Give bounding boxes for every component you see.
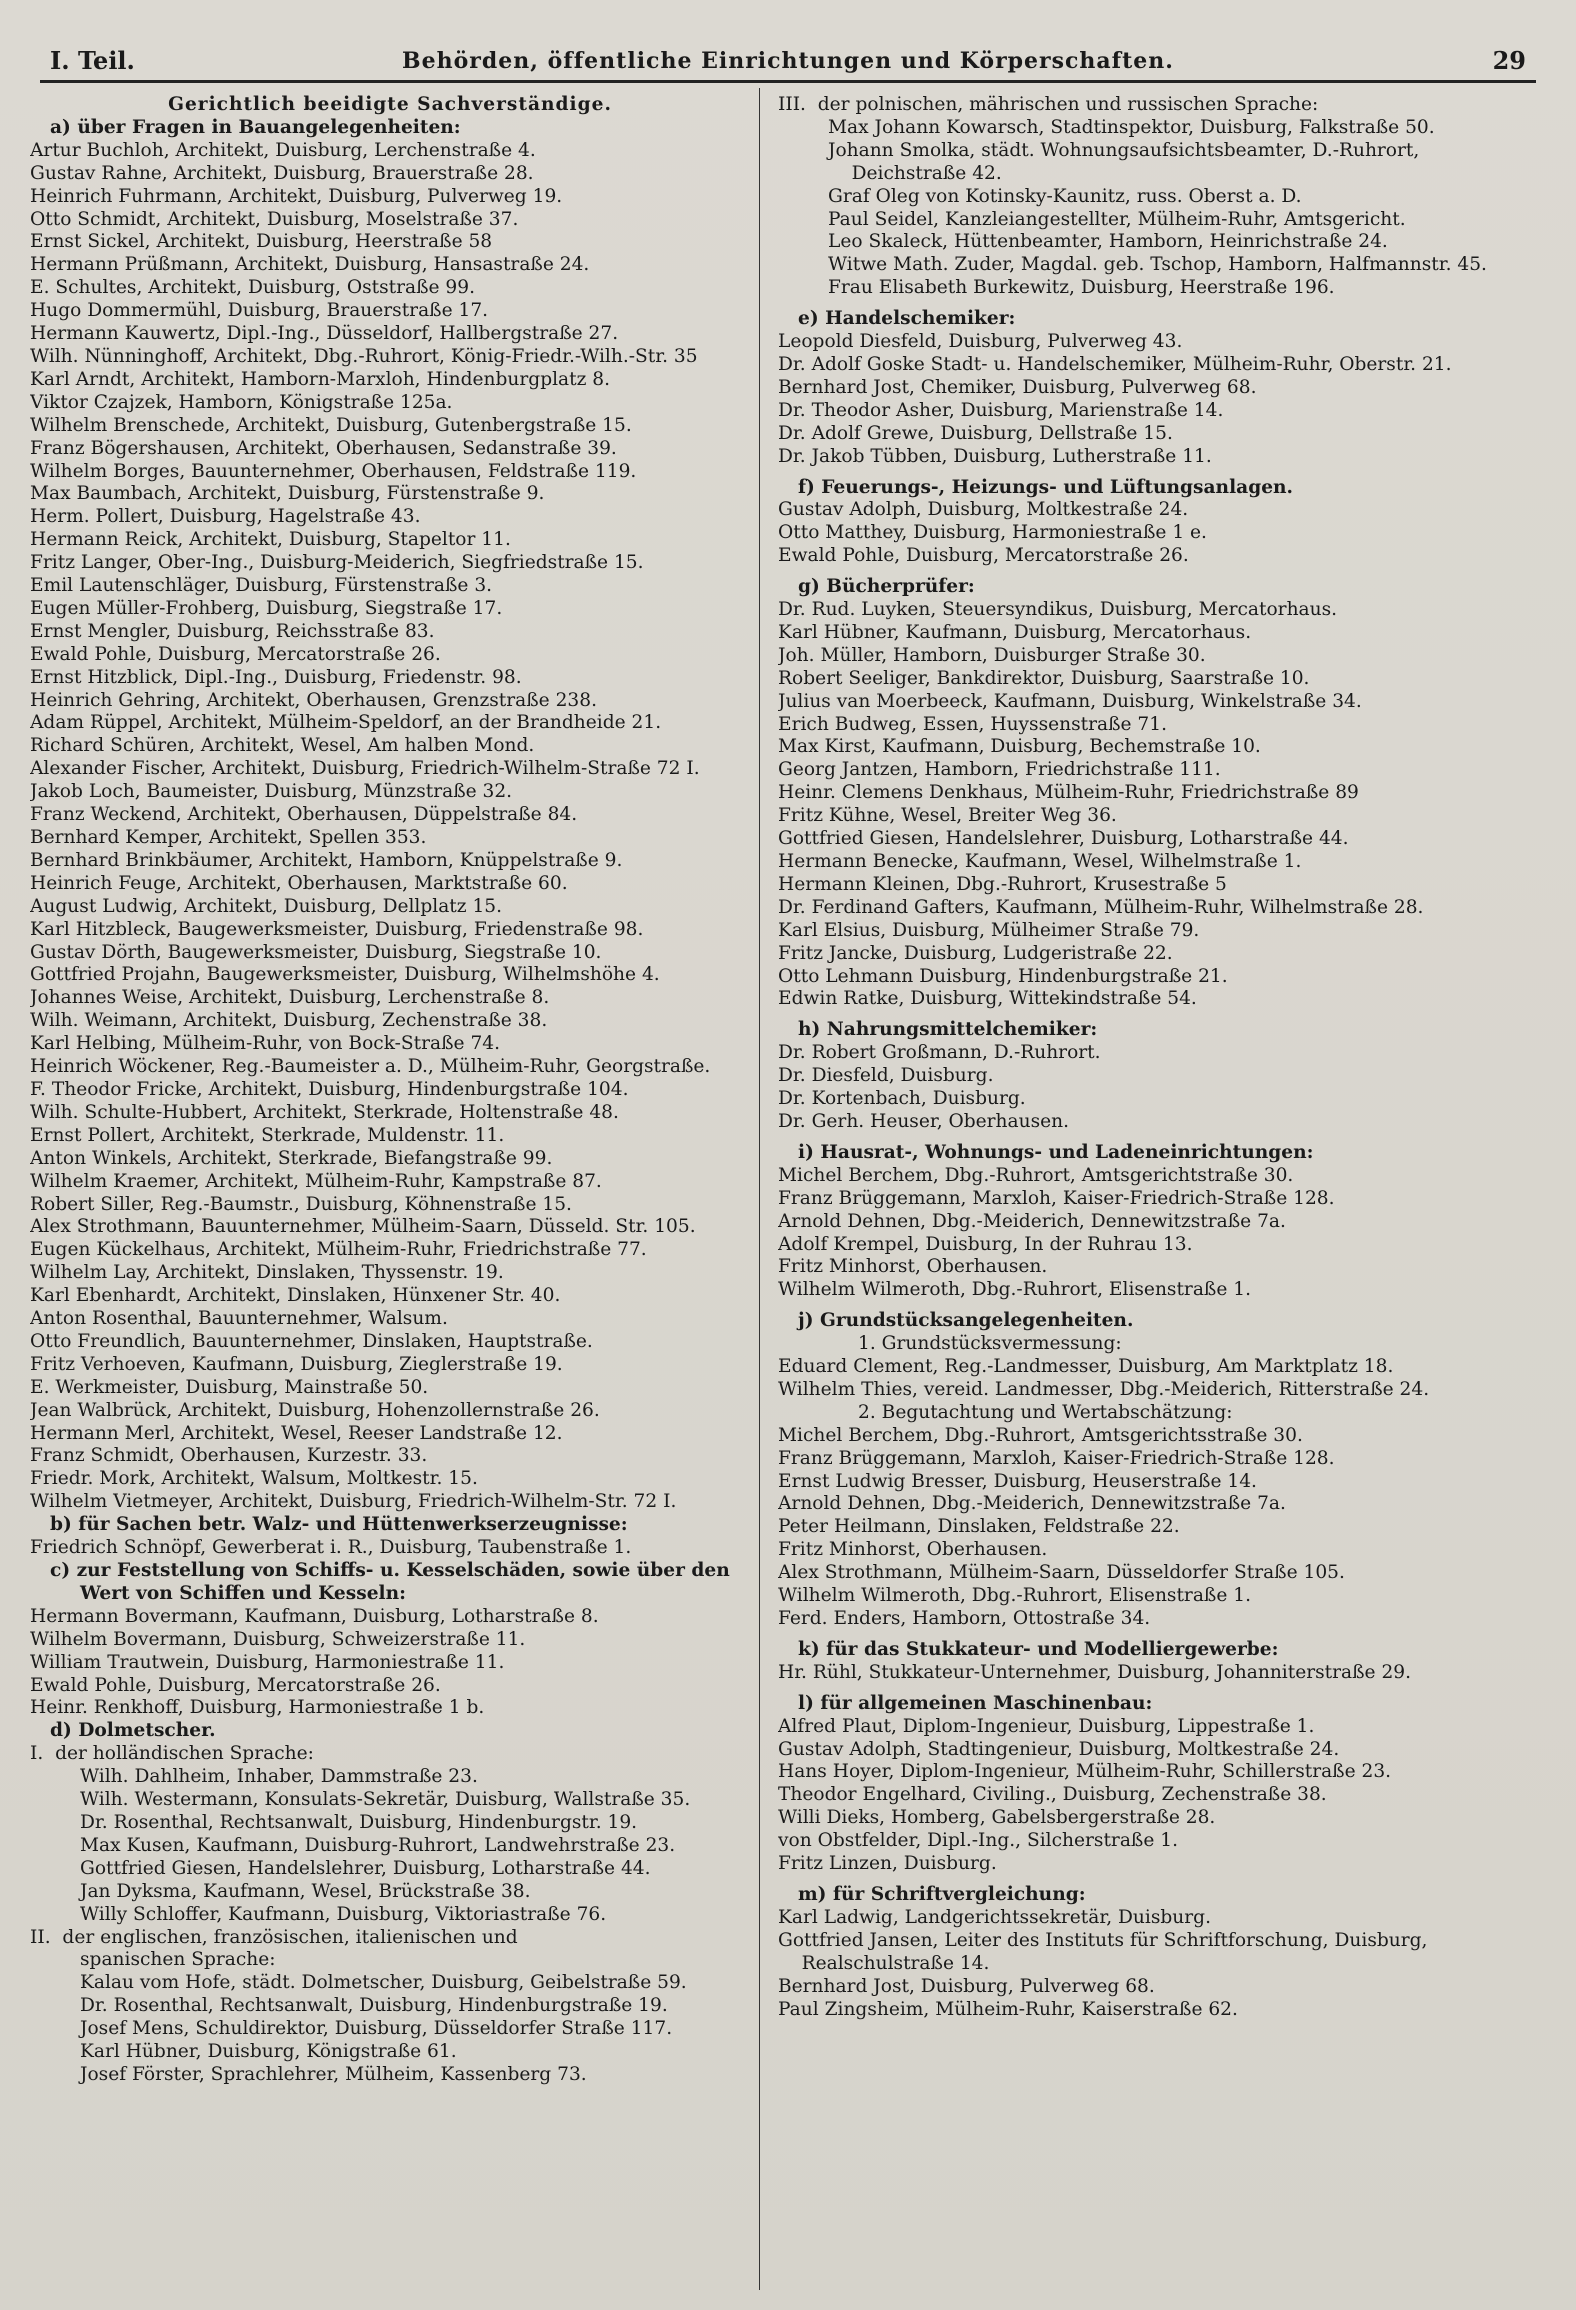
- section-heading: g) Bücherprüfer:: [798, 576, 975, 598]
- entry-line: Dr. Adolf Grewe, Duisburg, Dellstraße 15.: [778, 422, 1173, 444]
- main-title: Gerichtlich beeidigte Sachverständige.: [168, 94, 612, 115]
- entry-line: Gottfried Jansen, Leiter des Instituts für Schriftforschung, Duisburg,: [778, 1929, 1428, 1951]
- entry-line: Anton Winkels, Architekt, Sterkrade, Biefangstraße 99.: [30, 1147, 553, 1169]
- entry-line: Wilh. Nünninghoff, Architekt, Dbg.-Ruhrort, König-Friedr.-Wilh.-Str. 35: [30, 345, 698, 367]
- entry-line: Friedr. Mork, Architekt, Walsum, Moltkestr. 15.: [30, 1468, 478, 1490]
- entry-line: Deichstraße 42.: [828, 162, 1002, 184]
- entry-line: Hr. Rühl, Stukkateur-Unternehmer, Duisburg, Johanniterstraße 29.: [778, 1661, 1412, 1683]
- entry-line: Franz Schmidt, Oberhausen, Kurzestr. 33.: [30, 1445, 428, 1467]
- entry-line: August Ludwig, Architekt, Duisburg, Dellplatz 15.: [30, 895, 503, 917]
- entry-list: [30, 1606, 750, 1721]
- section-heading: c) zur Feststellung von Schiffs- u. Kesselschäden, sowie über den: [50, 1560, 730, 1581]
- section-heading: i) Hausrat-, Wohnungs- und Ladeneinrichtungen:: [798, 1141, 1314, 1163]
- entry-line: Heinr. Clemens Denkhaus, Mülheim-Ruhr, Friedrichstraße 89: [778, 782, 1359, 804]
- entry-line: Karl Helbing, Mülheim-Ruhr, von Bock-Straße 74.: [30, 1033, 501, 1055]
- entry-line: Heinrich Gehring, Architekt, Oberhausen, Grenzstraße 238.: [30, 689, 597, 711]
- entry-list: [778, 1716, 1548, 1876]
- entry-line: Otto Freundlich, Bauunternehmer, Dinslaken, Hauptstraße.: [30, 1330, 593, 1352]
- entry-line: E. Schultes, Architekt, Duisburg, Oststraße 99.: [30, 277, 475, 299]
- entry-line: Hermann Kleinen, Dbg.-Ruhrort, Krusestraße 5: [778, 873, 1227, 895]
- entry-line: Fritz Minhorst, Oberhausen.: [778, 1256, 1048, 1278]
- entry-line: Hermann Benecke, Kaufmann, Wesel, Wilhelmstraße 1.: [778, 851, 1302, 872]
- entry-line: Franz Weckend, Architekt, Oberhausen, Düppelstraße 84.: [30, 804, 578, 826]
- entry-line: Hermann Kauwertz, Dipl.-Ing., Düsseldorf, Hallbergstraße 27.: [30, 323, 619, 345]
- section-heading: d) Dolmetscher.: [50, 1720, 216, 1742]
- entry-line: Fritz Langer, Ober-Ing., Duisburg-Meiderich, Siegfriedstraße 15.: [30, 552, 644, 574]
- entry-line: Realschulstraße 14.: [778, 1952, 990, 1974]
- entry-line: Artur Buchloh, Architekt, Duisburg, Lerchenstraße 4.: [30, 139, 536, 161]
- entry-line: Dr. Gerh. Heuser, Oberhausen.: [778, 1110, 1070, 1132]
- section-heading: l) für allgemeinen Maschinenbau:: [798, 1692, 1153, 1714]
- entry-line: Wilh. Weimann, Architekt, Duisburg, Zechenstraße 38.: [30, 1010, 548, 1032]
- entry-line: Dr. Diesfeld, Duisburg.: [778, 1065, 994, 1087]
- header-title: Behörden, öffentliche Einrichtungen und Körperschaften.: [402, 48, 1174, 74]
- entry-line: Fritz Jancke, Duisburg, Ludgeristraße 22.: [778, 942, 1173, 964]
- entry-line: Jan Dyksma, Kaufmann, Wesel, Brückstraße 38.: [80, 1880, 531, 1902]
- entry-line: Bernhard Brinkbäumer, Architekt, Hamborn, Knüppelstraße 9.: [30, 849, 623, 871]
- entry-line: Peter Heilmann, Dinslaken, Feldstraße 22.: [778, 1516, 1180, 1538]
- entry-line: Heinr. Renkhoff, Duisburg, Harmoniestraße 1 b.: [30, 1697, 485, 1719]
- section-heading: m) für Schriftvergleichung:: [798, 1883, 1086, 1905]
- entry-line: Paul Zingsheim, Mülheim-Ruhr, Kaiserstraße 62.: [778, 1998, 1238, 2020]
- entry-line: Gottfried Projahn, Baugewerksmeister, Duisburg, Wilhelmshöhe 4.: [30, 964, 660, 986]
- entry-line: Ernst Hitzblick, Dipl.-Ing., Duisburg, Friedenstr. 98.: [30, 666, 522, 688]
- entry-line: Bernhard Kemper, Architekt, Spellen 353.: [30, 827, 427, 848]
- entry-line: E. Werkmeister, Duisburg, Mainstraße 50.: [30, 1376, 429, 1398]
- entry-line: F. Theodor Fricke, Architekt, Duisburg, Hindenburgstraße 104.: [30, 1078, 629, 1100]
- entry-line: Max Baumbach, Architekt, Duisburg, Fürstenstraße 9.: [30, 483, 545, 505]
- left-column: [30, 94, 750, 2290]
- section-heading: a) über Fragen in Bauangelegenheiten:: [50, 116, 461, 138]
- subsection-heading: spanischen Sprache:: [80, 1949, 276, 1971]
- section-heading: h) Nahrungsmittelchemiker:: [798, 1019, 1098, 1041]
- entry-line: Joh. Müller, Hamborn, Duisburger Straße 30.: [778, 644, 1206, 666]
- running-header: [40, 44, 1536, 83]
- entry-line: Emil Lautenschläger, Duisburg, Fürstenstraße 3.: [30, 575, 493, 597]
- section-heading: b) für Sachen betr. Walz- und Hüttenwerkserzeugnisse:: [50, 1514, 628, 1536]
- entry-line: Gottfried Giesen, Handelslehrer, Duisburg, Lotharstraße 44.: [778, 828, 1349, 850]
- entry-line: Otto Lehmann Duisburg, Hindenburgstraße 21.: [778, 965, 1228, 987]
- right-column: [778, 94, 1548, 2290]
- entry-line: Eduard Clement, Reg.-Landmesser, Duisburg, Am Marktplatz 18.: [778, 1356, 1394, 1378]
- entry-line: Arnold Dehnen, Dbg.-Meiderich, Dennewitzstraße 7a.: [778, 1210, 1286, 1232]
- entry-line: Theodor Engelhard, Civiling., Duisburg, Zechenstraße 38.: [778, 1784, 1327, 1806]
- entry-line: Josef Mens, Schuldirektor, Duisburg, Düsseldorfer Straße 117.: [80, 2018, 673, 2040]
- entry-line: Michel Berchem, Dbg.-Ruhrort, Amtsgerichtstraße 30.: [778, 1164, 1294, 1186]
- entry-line: Hermann Bovermann, Kaufmann, Duisburg, Lotharstraße 8.: [30, 1605, 599, 1627]
- entry-list: [30, 1537, 750, 1560]
- entry-list: [30, 140, 750, 1514]
- entry-line: Arnold Dehnen, Dbg.-Meiderich, Dennewitzstraße 7a.: [778, 1493, 1286, 1515]
- entry-line: Wilh. Dahlheim, Inhaber, Dammstraße 23.: [80, 1766, 478, 1788]
- entry-line: Ernst Mengler, Duisburg, Reichsstraße 83.: [30, 620, 435, 642]
- entry-line: Heinrich Fuhrmann, Architekt, Duisburg, Pulverweg 19.: [30, 185, 563, 207]
- entry-line: Graf Oleg von Kotinsky-Kaunitz, russ. Oberst a. D.: [828, 185, 1302, 207]
- entry-line: Hans Hoyer, Diplom-Ingenieur, Mülheim-Ruhr, Schillerstraße 23.: [778, 1761, 1392, 1783]
- entry-line: Dr. Ferdinand Gafters, Kaufmann, Mülheim-Ruhr, Wilhelmstraße 28.: [778, 896, 1424, 918]
- entry-line: Wilhelm Wilmeroth, Dbg.-Ruhrort, Elisenstraße 1.: [778, 1585, 1251, 1607]
- entry-line: Witwe Math. Zuder, Magdal. geb. Tschop, Hamborn, Halfmannstr. 45.: [828, 254, 1487, 276]
- section-heading: f) Feuerungs-, Heizungs- und Lüftungsanlagen.: [798, 476, 1294, 498]
- entry-line: Wilhelm Bovermann, Duisburg, Schweizerstraße 11.: [30, 1628, 526, 1650]
- entry-line: Ewald Pohle, Duisburg, Mercatorstraße 26.: [30, 643, 441, 665]
- entry-line: Karl Ebenhardt, Architekt, Dinslaken, Hünxener Str. 40.: [30, 1285, 561, 1307]
- section-heading: e) Handelschemiker:: [798, 308, 1016, 330]
- entry-line: Karl Elsius, Duisburg, Mülheimer Straße 79.: [778, 919, 1200, 941]
- entry-line: Otto Matthey, Duisburg, Harmoniestraße 1 e.: [778, 522, 1207, 544]
- entry-line: Gottfried Giesen, Handelslehrer, Duisburg, Lotharstraße 44.: [80, 1857, 651, 1879]
- entry-line: Michel Berchem, Dbg.-Ruhrort, Amtsgerichtsstraße 30.: [778, 1424, 1303, 1446]
- entry-line: Herm. Pollert, Duisburg, Hagelstraße 43.: [30, 506, 421, 528]
- entry-line: Wilhelm Vietmeyer, Architekt, Duisburg, Friedrich-Wilhelm-Str. 72 I.: [30, 1491, 677, 1513]
- entry-line: Eugen Müller-Frohberg, Duisburg, Siegstraße 17.: [30, 597, 503, 619]
- subsection-heading: III. der polnischen, mährischen und russischen Sprache:: [778, 94, 1319, 115]
- entry-line: Ernst Sickel, Architekt, Duisburg, Heerstraße 58: [30, 231, 493, 253]
- entry-line: Paul Seidel, Kanzleiangestellter, Mülheim-Ruhr, Amtsgericht.: [828, 208, 1406, 230]
- entry-list: [778, 1425, 1548, 1631]
- entry-line: Fritz Linzen, Duisburg.: [778, 1853, 997, 1875]
- entry-list: [778, 599, 1548, 1011]
- entry-list: [30, 1972, 750, 2087]
- entry-line: Wilhelm Lay, Architekt, Dinslaken, Thyssenstr. 19.: [30, 1262, 504, 1284]
- entry-line: Ernst Pollert, Architekt, Sterkrade, Muldenstr. 11.: [30, 1124, 505, 1146]
- entry-line: Karl Hübner, Duisburg, Königstraße 61.: [80, 2041, 457, 2063]
- entry-line: Robert Siller, Reg.-Baumstr., Duisburg, Köhnenstraße 15.: [30, 1193, 572, 1215]
- entry-line: Gustav Adolph, Stadtingenieur, Duisburg, Moltkestraße 24.: [778, 1738, 1340, 1760]
- subsection-heading: II. der englischen, französischen, italienischen und: [30, 1926, 518, 1948]
- entry-list: [778, 499, 1548, 568]
- entry-line: Wilh. Schulte-Hubbert, Architekt, Sterkrade, Holtenstraße 48.: [30, 1101, 619, 1123]
- entry-list: [778, 1356, 1548, 1402]
- entry-line: Hermann Merl, Architekt, Wesel, Reeser Landstraße 12.: [30, 1422, 563, 1444]
- entry-line: Franz Brüggemann, Marxloh, Kaiser-Friedrich-Straße 128.: [778, 1187, 1335, 1209]
- entry-line: Alexander Fischer, Architekt, Duisburg, Friedrich-Wilhelm-Straße 72 I.: [30, 758, 700, 780]
- entry-list: [778, 331, 1548, 468]
- entry-line: Ewald Pohle, Duisburg, Mercatorstraße 26.: [778, 545, 1189, 567]
- entry-line: Franz Brüggemann, Marxloh, Kaiser-Friedrich-Straße 128.: [778, 1447, 1335, 1469]
- entry-line: Ferd. Enders, Hamborn, Ottostraße 34.: [778, 1608, 1151, 1629]
- part-label: I. Teil.: [50, 46, 135, 75]
- entry-line: Leopold Diesfeld, Duisburg, Pulverweg 43.: [778, 331, 1183, 353]
- entry-line: Eugen Kückelhaus, Architekt, Mülheim-Ruhr, Friedrichstraße 77.: [30, 1239, 647, 1261]
- page-number: 29: [1492, 46, 1526, 75]
- entry-line: Alfred Plaut, Diplom-Ingenieur, Duisburg, Lippestraße 1.: [778, 1715, 1315, 1737]
- entry-line: William Trautwein, Duisburg, Harmoniestraße 11.: [30, 1651, 505, 1673]
- entry-line: Bernhard Jost, Chemiker, Duisburg, Pulverweg 68.: [778, 376, 1257, 398]
- subsection-heading: I. der holländischen Sprache:: [30, 1743, 314, 1765]
- entry-line: Gustav Rahne, Architekt, Duisburg, Brauerstraße 28.: [30, 162, 534, 184]
- entry-line: Wilhelm Kraemer, Architekt, Mülheim-Ruhr, Kampstraße 87.: [30, 1170, 602, 1192]
- entry-line: Franz Bögershausen, Architekt, Oberhausen, Sedanstraße 39.: [30, 437, 617, 459]
- entry-line: Adolf Krempel, Duisburg, In der Ruhrau 13.: [778, 1233, 1193, 1255]
- entry-line: von Obstfelder, Dipl.-Ing., Silcherstraße 1.: [778, 1830, 1178, 1852]
- entry-line: Karl Hübner, Kaufmann, Duisburg, Mercatorhaus.: [778, 621, 1252, 643]
- entry-line: Anton Rosenthal, Bauunternehmer, Walsum.: [30, 1308, 448, 1330]
- entry-line: Gustav Dörth, Baugewerksmeister, Duisburg, Siegstraße 10.: [30, 941, 602, 963]
- entry-line: Erich Budweg, Essen, Huyssenstraße 71.: [778, 713, 1167, 735]
- entry-line: Heinrich Feuge, Architekt, Oberhausen, Marktstraße 60.: [30, 872, 568, 894]
- entry-list: [778, 1662, 1548, 1685]
- entry-line: Dr. Robert Großmann, D.-Ruhrort.: [778, 1042, 1101, 1064]
- entry-line: Josef Förster, Sprachlehrer, Mülheim, Kassenberg 73.: [80, 2063, 587, 2085]
- entry-line: Dr. Rosenthal, Rechtsanwalt, Duisburg, Hindenburgstraße 19.: [80, 1995, 668, 2017]
- entry-line: Willi Dieks, Homberg, Gabelsbergerstraße 28.: [778, 1807, 1216, 1829]
- entry-line: Georg Jantzen, Hamborn, Friedrichstraße 111.: [778, 759, 1221, 781]
- entry-line: Fritz Minhorst, Oberhausen.: [778, 1539, 1048, 1561]
- entry-line: Adam Rüppel, Architekt, Mülheim-Speldorf, an der Brandheide 21.: [30, 712, 662, 734]
- entry-line: Dr. Kortenbach, Duisburg.: [778, 1088, 1026, 1110]
- entry-line: Hugo Dommermühl, Duisburg, Brauerstraße 17.: [30, 300, 489, 322]
- entry-list: [778, 1907, 1548, 2022]
- entry-line: Max Kirst, Kaufmann, Duisburg, Bechemstraße 10.: [778, 736, 1261, 758]
- entry-line: Ewald Pohle, Duisburg, Mercatorstraße 26.: [30, 1674, 441, 1696]
- entry-line: Alex Strothmann, Mülheim-Saarn, Düsseldorfer Straße 105.: [778, 1562, 1345, 1584]
- entry-line: Bernhard Jost, Duisburg, Pulverweg 68.: [778, 1975, 1155, 1997]
- entry-line: Dr. Rosenthal, Rechtsanwalt, Duisburg, Hindenburgstr. 19.: [80, 1811, 638, 1833]
- entry-line: Julius van Moerbeeck, Kaufmann, Duisburg, Winkelstraße 34.: [778, 690, 1362, 712]
- entry-line: Heinrich Wöckener, Reg.-Baumeister a. D., Mülheim-Ruhr, Georgstraße.: [30, 1056, 711, 1078]
- entry-line: Karl Hitzbleck, Baugewerksmeister, Duisburg, Friedenstraße 98.: [30, 918, 644, 940]
- entry-list: [778, 1165, 1548, 1302]
- entry-line: Wilhelm Borges, Bauunternehmer, Oberhausen, Feldstraße 119.: [30, 460, 637, 482]
- entry-line: Dr. Adolf Goske Stadt- u. Handelschemiker, Mülheim-Ruhr, Oberstr. 21.: [778, 353, 1452, 375]
- entry-line: Jakob Loch, Baumeister, Duisburg, Münzstraße 32.: [30, 781, 513, 803]
- entry-line: Johannes Weise, Architekt, Duisburg, Lerchenstraße 8.: [30, 987, 550, 1009]
- entry-list: [778, 117, 1548, 300]
- entry-line: Hermann Prüßmann, Architekt, Duisburg, Hansastraße 24.: [30, 254, 590, 276]
- entry-line: Wilh. Westermann, Konsulats-Sekretär, Duisburg, Wallstraße 35.: [80, 1789, 691, 1811]
- entry-line: Jean Walbrück, Architekt, Duisburg, Hohenzollernstraße 26.: [30, 1399, 600, 1421]
- entry-line: Leo Skaleck, Hüttenbeamter, Hamborn, Heinrichstraße 24.: [828, 231, 1388, 253]
- entry-line: Edwin Ratke, Duisburg, Wittekindstraße 54.: [778, 988, 1197, 1010]
- entry-line: Ernst Ludwig Bresser, Duisburg, Heuserstraße 14.: [778, 1470, 1257, 1492]
- entry-line: Karl Arndt, Architekt, Hamborn-Marxloh, Hindenburgplatz 8.: [30, 368, 611, 390]
- entry-line: Wilhelm Thies, vereid. Landmesser, Dbg.-Meiderich, Ritterstraße 24.: [778, 1378, 1430, 1400]
- column-divider: [759, 88, 760, 2290]
- entry-list: [30, 1766, 750, 1926]
- entry-line: Max Kusen, Kaufmann, Duisburg-Ruhrort, Landwehrstraße 23.: [80, 1834, 676, 1856]
- entry-line: Wilhelm Wilmeroth, Dbg.-Ruhrort, Elisenstraße 1.: [778, 1279, 1251, 1301]
- entry-line: Richard Schüren, Architekt, Wesel, Am halben Mond.: [30, 735, 535, 757]
- entry-line: Fritz Kühne, Wesel, Breiter Weg 36.: [778, 805, 1117, 827]
- entry-line: Friedrich Schnöpf, Gewerberat i. R., Duisburg, Taubenstraße 1.: [30, 1537, 632, 1559]
- entry-line: Gustav Adolph, Duisburg, Moltkestraße 24.: [778, 499, 1189, 521]
- section-heading: Wert von Schiffen und Kesseln:: [80, 1582, 406, 1604]
- entry-line: Dr. Jakob Tübben, Duisburg, Lutherstraße 11.: [778, 445, 1212, 467]
- subsection-heading: 1. Grundstücksvermessung:: [858, 1333, 1122, 1355]
- subsection-heading: 2. Begutachtung und Wertabschätzung:: [858, 1401, 1233, 1423]
- entry-line: Dr. Rud. Luyken, Steuersyndikus, Duisburg, Mercatorhaus.: [778, 599, 1338, 621]
- entry-line: Dr. Theodor Asher, Duisburg, Marienstraße 14.: [778, 399, 1224, 421]
- entry-line: Frau Elisabeth Burkewitz, Duisburg, Heerstraße 196.: [828, 277, 1335, 299]
- entry-line: Willy Schloffer, Kaufmann, Duisburg, Viktoriastraße 76.: [80, 1903, 607, 1925]
- entry-line: Alex Strothmann, Bauunternehmer, Mülheim-Saarn, Düsseld. Str. 105.: [30, 1216, 696, 1238]
- entry-line: Robert Seeliger, Bankdirektor, Duisburg, Saarstraße 10.: [778, 667, 1310, 689]
- entry-line: Fritz Verhoeven, Kaufmann, Duisburg, Zieglerstraße 19.: [30, 1353, 563, 1375]
- entry-line: Max Johann Kowarsch, Stadtinspektor, Duisburg, Falkstraße 50.: [828, 116, 1435, 138]
- section-heading: j) Grundstücksangelegenheiten.: [798, 1310, 1134, 1332]
- entry-line: Wilhelm Brenschede, Architekt, Duisburg, Gutenbergstraße 15.: [30, 414, 632, 436]
- entry-line: Otto Schmidt, Architekt, Duisburg, Moselstraße 37.: [30, 208, 519, 230]
- entry-line: Hermann Reick, Architekt, Duisburg, Stapeltor 11.: [30, 529, 511, 551]
- section-heading: k) für das Stukkateur- und Modelliergewerbe:: [798, 1638, 1279, 1660]
- entry-line: Johann Smolka, städt. Wohnungsaufsichtsbeamter, D.-Ruhrort,: [828, 139, 1420, 161]
- entry-list: [778, 1042, 1548, 1134]
- entry-line: Karl Ladwig, Landgerichtssekretär, Duisburg.: [778, 1906, 1211, 1928]
- entry-line: Kalau vom Hofe, städt. Dolmetscher, Duisburg, Geibelstraße 59.: [80, 1972, 687, 1994]
- entry-line: Viktor Czajzek, Hamborn, Königstraße 125a.: [30, 391, 453, 413]
